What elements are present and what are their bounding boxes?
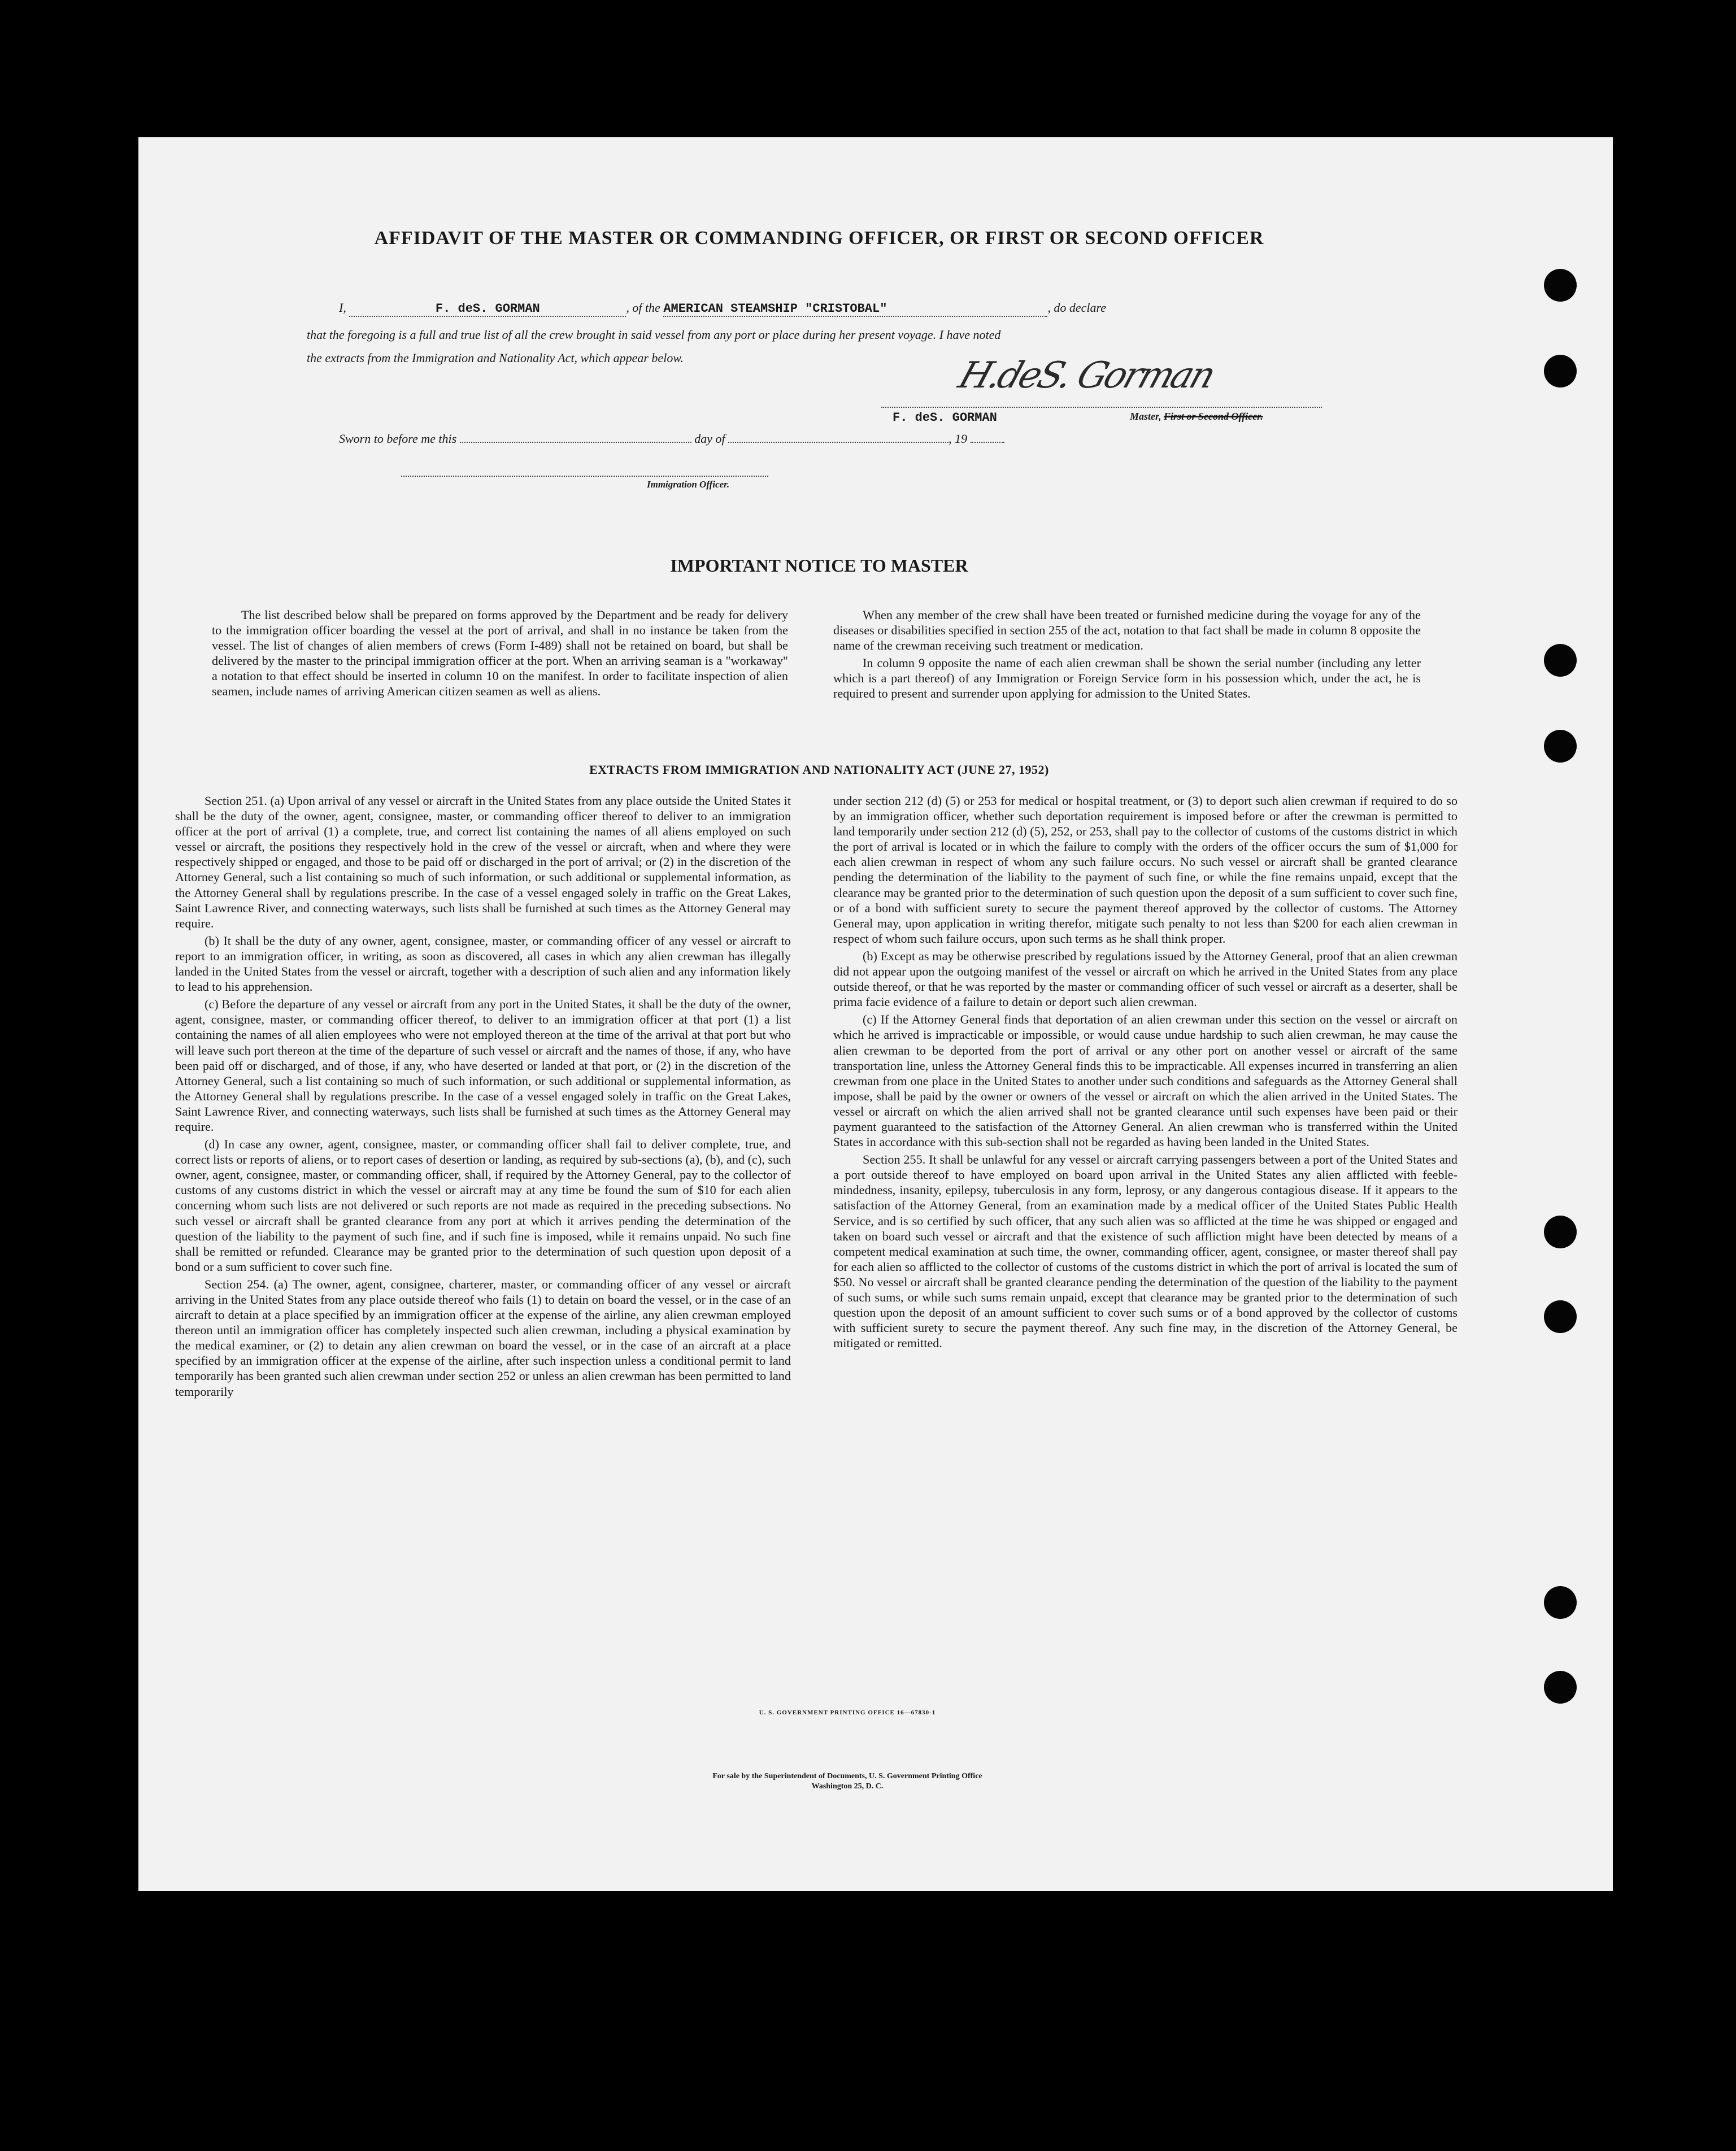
act-paragraph: Section 255. It shall be unlawful for any vessel or aircraft carrying passengers between a port of the United States and a port outside thereof to have employed on board upon arrival in the United States any alien afflicted with feeble-mindedness, insanity, epilepsy, tuberculosis in any form, leprosy, or any dangerous contagious disease. If it appears to the satisfaction of the Attorney General, from an examination made by a medical officer of the United States Public Health Service, and is so certified by such officer, that any such alien was so afflicted at the time he was shipped or engaged and taken on board such vessel or aircraft and that the existence of such affliction might have been detected by means of a competent medical examination at such time, the owner, commanding officer, agent, consignee, or master thereof shall pay for each alien so afflicted to the collector of customs of the customs district in which the port of arrival is located the sum of $50. No vessel or aircraft shall be granted clearance pending the determination of the question of the liability to the payment of such sums, or while such sums remain unpaid, except that clearance may be granted prior to the determination of such question upon the deposit of an amount sufficient to cover such sums or of a bond approved by the collector of customs with sufficient surety to secure the payment thereof. Any such fine may, in the discretion of the Attorney General, be mitigated or remitted. [833,1152,1457,1351]
day-of-label: day of [694,432,725,446]
punch-hole [1544,1671,1577,1704]
sale-line-2: Washington 25, D. C. [811,1782,884,1791]
signature-line [881,407,1322,408]
act-paragraph: (d) In case any owner, agent, consignee, master, or commanding officer shall fail to deliver complete, true, and correct lists or reports of aliens, or to report cases of desertion or landing, as required by sub-sections (a), (b), and (c), such owner, agent, consignee, master, or commanding officer, shall, if required by the Attorney General, pay to the collector of customs of any customs district in which the vessel or aircraft may at any time be found the sum of $10 for each alien concerning whom such lists are not delivered or such reports are not made as required in the preceding subsections. No such vessel or aircraft shall be granted clearance from any port at which it arrives pending the determination of the question of the liability to the payment of such fine, and if such fine is imposed, while it remains unpaid. No such fine shall be remitted or refunded. Clearance may be granted prior to the determination of such question upon deposit of a bond or a sum sufficient to cover such fine. [175,1137,791,1274]
punch-hole [1544,644,1577,677]
act-paragraph: (b) It shall be the duty of any owner, agent, consignee, master, or commanding officer of any vessel or aircraft to report to an immigration officer, in writing, as soon as discovered, all cases in which any alien crewman has illegally landed in the United States from the vessel or aircraft, together with a description of such alien and any information likely to lead to his apprehension. [175,933,791,994]
act-paragraph: (c) Before the departure of any vessel or aircraft from any port in the United States, it shall be the duty of the owner, agent, consignee, master, or commanding officer thereof, to deliver to an immigration officer at that port (1) a list containing the names of all alien employees who were not employed thereon at the time of the arrival at that port but who will leave such port thereon at the time of the departure of such vessel or aircraft and the names of those, if any, who have been paid off or discharged, and of those, if any, who have deserted or landed at that port, or (2) in the discretion of the Attorney General, such a list containing so much of such information, or such additional or supplemental information, as the Attorney General shall by regulations prescribe. In the case of a vessel engaged solely in traffic on the Great Lakes, Saint Lawrence River, and connecting waterways, such lists shall be furnished at such times as the Attorney General may require. [175,997,791,1134]
notice-paragraph: The list described below shall be prepared on forms approved by the Department and be ready for delivery to the immigration officer boarding the vessel at the port of arrival, and shall in no instance be taken from the vessel. The list of changes of alien members of crews (Form I-489) shall not be retained on board, but shall be delivered by the master to the principal immigration officer at the port. When an arriving seaman is a "workaway" a notation to that effect should be inserted in column 10 on the manifest. In order to facilitate inspection of alien seamen, include names of arriving American citizen seamen as well as aliens. [212,608,788,699]
of-the-label: , of the [626,301,660,315]
typed-master-name: F. deS. GORMAN [893,411,997,425]
notice-title: IMPORTANT NOTICE TO MASTER [670,555,968,576]
extracts-title: EXTRACTS FROM IMMIGRATION AND NATIONALITY ACT (JUNE 27, 1952) [589,763,1049,777]
notice-left [212,607,788,702]
notice-paragraph: When any member of the crew shall have been treated or furnished medicine during the voyage for any of the diseases or disabilities specified in section 255 of the act, notation to that fact shall be made in column 8 opposite the name of the crewman receiving such treatment or medication. [833,608,1421,653]
act-paragraph: (c) If the Attorney General finds that deportation of an alien crewman under this section on the vessel or aircraft on which he arrived is impracticable or impossible, or would cause undue hardship to such alien crewman, he may cause the alien crewman to be deported from the port of arrival or any other port on another vessel or aircraft of the same transportation line, unless the Attorney General finds this to be impracticable. All expenses incurred in transferring an alien crewman from one place in the United States to another under such conditions and safeguards as the Attorney General shall impose, shall be paid by the owner or owners of the vessel or aircraft on which the alien arrived in the United States. The vessel or aircraft on which the alien arrived shall not be granted clearance until such expenses have been paid or their payment guaranteed to the satisfaction of the Attorney General. An alien crewman who is transferred within the United States in accordance with this sub-section shall not be regarded as having been landed in the United States. [833,1012,1457,1149]
act-paragraph: (b) Except as may be otherwise prescribed by regulations issued by the Attorney General, proof that an alien crewman did not appear upon the outgoing manifest of the vessel or aircraft on which he arrived in the United States from any place outside thereof, or that he was reported by the master or commanding officer of such vessel or aircraft as a deserter, shall be prima facie evidence of a failure to detain or deport such alien crewman. [833,948,1457,1009]
officer-signature-line [401,476,768,477]
affidavit-title: AFFIDAVIT OF THE MASTER OR COMMANDING OFFICER, OR FIRST OR SECOND OFFICER [374,228,1264,249]
master-signature: H.deS. Gorman [953,355,1219,397]
i-label: I, [339,301,346,315]
sale-notice [565,1771,1130,1792]
punch-hole [1544,730,1577,763]
punch-hole [1544,1216,1577,1248]
act-paragraph: Section 254. (a) The owner, agent, consignee, charterer, master, or commanding officer of any vessel or aircraft arriving in the United States from any place outside thereof who fails (1) to detain on board the vessel, or in the case of an aircraft to detain at a place specified by an immigration officer at the expense of the airline, any alien crewman employed thereon until an immigration officer has completely inspected such alien crewman, including a physical examination by the medical examiner, or (2) to detain any alien crewman on board the vessel, or in the case of an aircraft at a place specified by an immigration officer at the expense of the airline, after such inspection unless a conditional permit to land temporarily has been granted such alien crewman under section 252 or unless an alien crewman has been permitted to land temporarily [175,1277,791,1399]
immigration-officer-label: Immigration Officer. [647,479,730,490]
struck-officer-label: First or Second Officer. [1164,411,1263,422]
extracts-right-column [833,793,1457,1353]
punch-hole [1544,355,1577,387]
year-label: 19 [955,432,968,446]
printing-office-code: U. S. GOVERNMENT PRINTING OFFICE 16—67830-1 [759,1709,936,1716]
act-paragraph: under section 212 (d) (5) or 253 for medical or hospital treatment, or (3) to deport such alien crewman if required to do so by an immigration officer, whether such deportation requirement is imposed before or after the crewman is permitted to land temporarily under section 212 (d) (5), 252, or 253, shall pay to the collector of customs of the customs district in which the port of arrival is located or in which the failure to comply with the orders of the officer occurs the sum of $1,000 for each alien crewman in respect of whom any such failure occurs. No such vessel or aircraft shall be granted clearance pending the determination of the liability to the payment of such fine, or while the fine remains unpaid, except that the clearance may be granted prior to the determination of such question upon the deposit of a sum sufficient to cover such fine, or of a bond with sufficient surety to secure the payment thereof approved by the collector of customs. The Attorney General may, upon application in writing therefor, mitigate such penalty to not less than $200 for each alien crewman in respect of whom such failure occurs, upon such terms as he shall think proper. [833,794,1457,946]
extracts-left-column [175,793,791,1401]
do-declare-label: , do declare [1047,301,1106,315]
declaration-text-2: that the foregoing is a full and true list of all the crew brought in said vessel from any port or place during her present voyage. I have noted [307,328,1001,342]
declaration-text-3: the extracts from the Immigration and Nationality Act, which appear below. [307,351,684,365]
punch-hole [1544,1300,1577,1333]
sworn-line: Sworn to before me this day of , 19 [339,432,1130,446]
sworn-label: Sworn to before me this [339,432,457,446]
officer-name: F. deS. GORMAN [435,302,540,316]
notice-right [833,607,1421,704]
notice-paragraph: In column 9 opposite the name of each alien crewman shall be shown the serial number (including any letter which is a part thereof) of any Immigration or Foreign Service form in his possession which, under the act, he is required to present and surrender upon applying for admission to the United States. [833,656,1421,701]
declaration-line [339,301,1328,317]
master-label: Master, [1130,411,1161,422]
punch-hole [1544,269,1577,302]
punch-hole [1544,1586,1577,1619]
master-title [1130,411,1263,423]
vessel-name: AMERICAN STEAMSHIP "CRISTOBAL" [663,302,887,316]
act-paragraph: Section 251. (a) Upon arrival of any vessel or aircraft in the United States from any place outside the United States it shall be the duty of the owner, agent, consignee, master, or commanding officer thereof to deliver to an immigration officer at the port of arrival (1) a complete, true, and correct list containing the names of all aliens employed on such vessel or aircraft, the positions they respectively hold in the crew of the vessel or aircraft, when and where they were respectively shipped or engaged, and those to be paid off or discharged in the port of arrival; or (2) in the discretion of the Attorney General, such a list containing so much of such information, or such additional or supplemental information, as the Attorney General shall by regulations prescribe. In the case of a vessel engaged solely in traffic on the Great Lakes, Saint Lawrence River, and connecting waterways, such lists shall be furnished at such times as the Attorney General may require. [175,794,791,930]
sale-line-1: For sale by the Superintendent of Documents, U. S. Government Printing Office [712,1772,982,1780]
